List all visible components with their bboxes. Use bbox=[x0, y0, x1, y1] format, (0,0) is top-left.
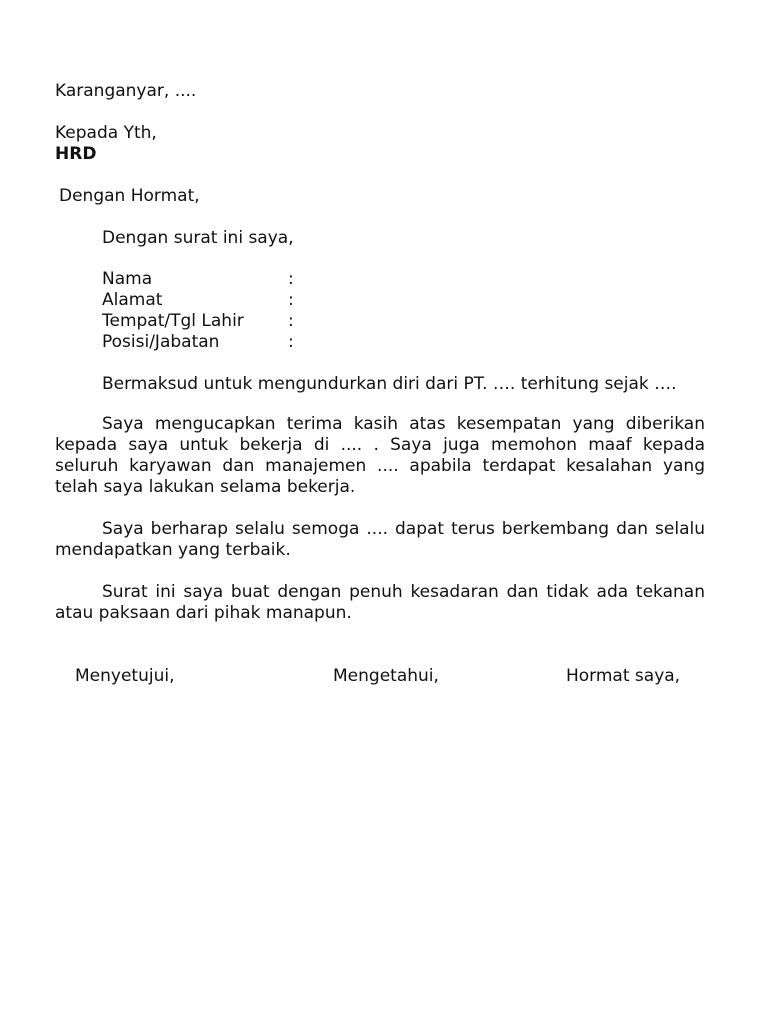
field-colon: : bbox=[288, 311, 294, 331]
paragraph-line: kepada saya untuk bekerja di .... . Saya juga memohon maaf kepada bbox=[55, 435, 705, 455]
field-row-alamat bbox=[102, 290, 294, 311]
signature-acknowledge: Mengetahui, bbox=[333, 666, 439, 686]
paragraph-line: Saya berharap selalu semoga .... dapat terus berkembang dan selalu bbox=[102, 519, 705, 539]
paragraph-line: Surat ini saya buat dengan penuh kesadaran dan tidak ada tekanan bbox=[102, 582, 705, 602]
signature-approve: Menyetujui, bbox=[75, 666, 175, 686]
paragraph-line: mendapatkan yang terbaik. bbox=[55, 540, 291, 560]
intent-text: Bermaksud untuk mengundurkan diri dari PT. …. terhitung sejak …. bbox=[102, 374, 677, 394]
paragraph-line: seluruh karyawan dan manajemen .... apabila terdapat kesalahan yang bbox=[55, 456, 705, 476]
paragraph-line: atau paksaan dari pihak manapun. bbox=[55, 603, 352, 623]
intro-text: Dengan surat ini saya, bbox=[102, 228, 294, 248]
paragraph-line: telah saya lakukan selama bekerja. bbox=[55, 477, 356, 497]
place-date: Karanganyar, .... bbox=[55, 81, 197, 101]
statement-paragraph bbox=[55, 582, 705, 624]
thanks-paragraph bbox=[55, 414, 705, 498]
field-row-tempat-tgl-lahir bbox=[102, 311, 294, 332]
recipient-name: HRD bbox=[55, 144, 97, 164]
field-label: Alamat bbox=[102, 290, 163, 310]
field-colon: : bbox=[288, 332, 294, 352]
field-row-posisi-jabatan bbox=[102, 332, 294, 353]
field-row-nama bbox=[102, 269, 294, 290]
hope-paragraph bbox=[55, 519, 705, 561]
salutation: Dengan Hormat, bbox=[59, 186, 200, 206]
signature-regards: Hormat saya, bbox=[566, 666, 681, 686]
paragraph-line: Saya mengucapkan terima kasih atas kesempatan yang diberikan bbox=[102, 414, 705, 434]
field-label: Tempat/Tgl Lahir bbox=[102, 311, 244, 331]
field-label: Posisi/Jabatan bbox=[102, 332, 220, 352]
field-label: Nama bbox=[102, 269, 153, 289]
field-colon: : bbox=[288, 269, 294, 289]
field-colon: : bbox=[288, 290, 294, 310]
recipient-line: Kepada Yth, bbox=[55, 123, 157, 143]
